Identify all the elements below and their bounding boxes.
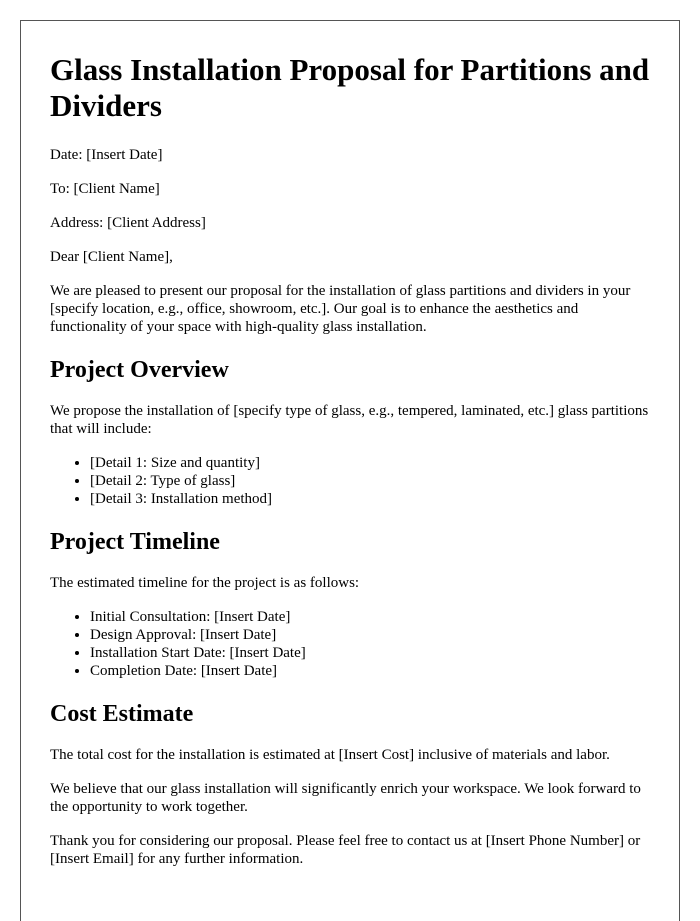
timeline-list	[50, 608, 650, 680]
list-item: • Completion Date: [Insert Date]	[90, 662, 650, 680]
cost-paragraph: The total cost for the installation is estimated at [Insert Cost] inclusive of materials and labor.	[50, 747, 610, 763]
overview-list	[50, 454, 650, 508]
list-item: • Installation Start Date: [Insert Date]	[90, 644, 650, 662]
intro-paragraph: We are pleased to present our proposal for the installation of glass partitions and dividers in your [specify location, e.g., office, showroom, etc.]. Our goal is to enhance the aesthetics and functionality of your space with high-quality glass installation.	[50, 283, 631, 335]
timeline-heading: Project Timeline	[50, 529, 220, 555]
list-item: • Initial Consultation: [Insert Date]	[90, 608, 650, 626]
recipient-line: To: [Client Name]	[50, 181, 160, 197]
thanks-paragraph: Thank you for considering our proposal. Please feel free to contact us at [Insert Phone Number] or [Insert Email] for any further information.	[50, 833, 641, 867]
document-page	[20, 20, 680, 921]
cost-heading: Cost Estimate	[50, 701, 194, 727]
list-item: • [Detail 3: Installation method]	[90, 490, 650, 508]
overview-paragraph: We propose the installation of [specify type of glass, e.g., tempered, laminated, etc.] glass partitions that will include:	[50, 403, 649, 437]
list-item: • Design Approval: [Insert Date]	[90, 626, 650, 644]
overview-heading: Project Overview	[50, 357, 229, 383]
salutation: Dear [Client Name],	[50, 249, 173, 265]
timeline-paragraph: The estimated timeline for the project is as follows:	[50, 575, 360, 591]
list-item: • [Detail 1: Size and quantity]	[90, 454, 650, 472]
address-line: Address: [Client Address]	[50, 215, 206, 231]
list-item: • [Detail 2: Type of glass]	[90, 472, 650, 490]
document-title: Glass Installation Proposal for Partitions and Dividers	[50, 52, 650, 123]
closing-paragraph: We believe that our glass installation will significantly enrich your workspace. We look forward to the opportunity to work together.	[50, 781, 641, 815]
date-line: Date: [Insert Date]	[50, 147, 163, 163]
